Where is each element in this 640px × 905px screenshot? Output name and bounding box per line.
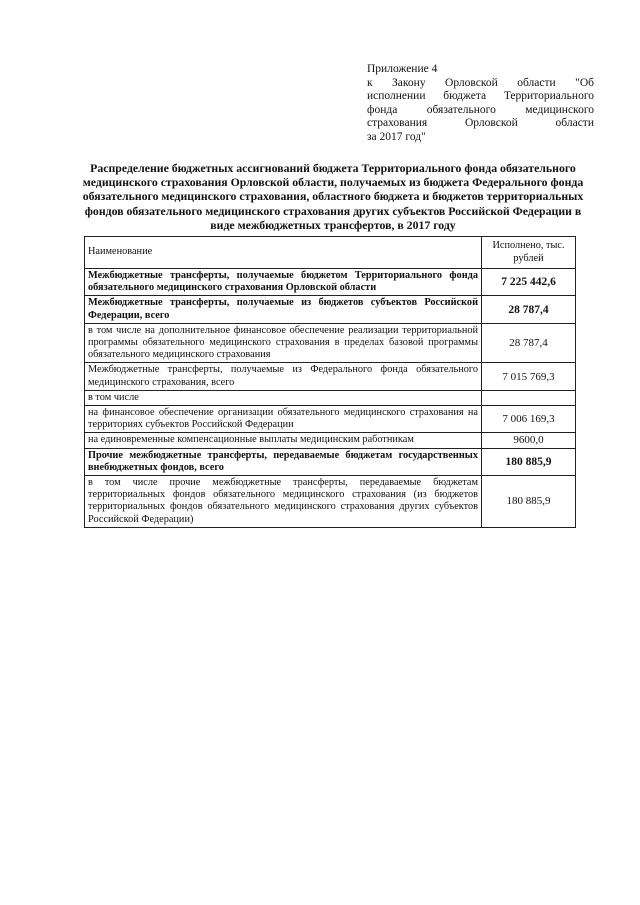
annex-line: к Закону Орловской области "Об bbox=[367, 76, 594, 89]
annex-line: страхования Орловской области bbox=[367, 117, 594, 130]
annex-line: за 2017 год" bbox=[367, 130, 426, 143]
row-value: 180 885,9 bbox=[482, 448, 576, 475]
table-row bbox=[85, 363, 576, 390]
row-name: в том числе bbox=[85, 390, 482, 405]
transfers-table bbox=[84, 236, 576, 528]
annex-line: исполнении бюджета Территориального bbox=[367, 90, 594, 103]
row-name: на финансовое обеспечение организации обязательного медицинского страхования на территориях субъектов Российской Федерации bbox=[85, 406, 482, 433]
row-value bbox=[482, 390, 576, 405]
row-value: 180 885,9 bbox=[482, 476, 576, 528]
row-value: 7 015 769,3 bbox=[482, 363, 576, 390]
table-row bbox=[85, 323, 576, 363]
table-header-row bbox=[85, 237, 576, 269]
header-name: Наименование bbox=[85, 237, 482, 269]
table-row bbox=[85, 269, 576, 296]
table-row bbox=[85, 406, 576, 433]
row-value: 28 787,4 bbox=[482, 323, 576, 363]
header-executed: Исполнено, тыс. рублей bbox=[482, 237, 576, 269]
row-value: 7 006 169,3 bbox=[482, 406, 576, 433]
row-name: Прочие межбюджетные трансферты, передаваемые бюджетам государственных внебюджетных фондов, всего bbox=[85, 448, 482, 475]
table-row bbox=[85, 476, 576, 528]
row-name: Межбюджетные трансферты, получаемые из бюджетов субъектов Российской Федерации, всего bbox=[85, 296, 482, 323]
annex-line: фонда обязательного медицинского bbox=[367, 103, 594, 116]
row-name: Межбюджетные трансферты, получаемые из Федерального фонда обязательного медицинского страхования, всего bbox=[85, 363, 482, 390]
row-name: в том числе на дополнительное финансовое обеспечение реализации территориальной программы обязательного медицинского страхования в пределах базовой программы обязательного медицинского страхования bbox=[85, 323, 482, 363]
row-value: 9600,0 bbox=[482, 433, 576, 448]
row-name: на единовременные компенсационные выплаты медицинским работникам bbox=[85, 433, 482, 448]
document-title: Распределение бюджетных ассигнований бюджета Территориального фонда обязательного медицинского страхования Орловской области, получаемых из бюджета Федерального фонда обязательного медицинского страхования, областного бюджета и бюджетов территориальных фондов обязательного медицинского страхования других субъектов Российской Федерации в виде межбюджетных трансфертов, в 2017 году bbox=[82, 161, 584, 232]
row-name: в том числе прочие межбюджетные трансферты, передаваемые бюджетам территориальных фондов обязательного медицинского страхования (из бюджетов территориальных фондов обязательного медицинского страхования других субъектов Российской Федерации) bbox=[85, 476, 482, 528]
annex-line: Приложение 4 bbox=[367, 63, 438, 75]
row-value: 7 225 442,6 bbox=[482, 269, 576, 296]
table-row bbox=[85, 448, 576, 475]
row-name: Межбюджетные трансферты, получаемые бюджетом Территориального фонда обязательного медицинского страхования Орловской области bbox=[85, 269, 482, 296]
annex-reference bbox=[367, 63, 594, 145]
row-value: 28 787,4 bbox=[482, 296, 576, 323]
table-row bbox=[85, 390, 576, 405]
table-row bbox=[85, 433, 576, 448]
table-row bbox=[85, 296, 576, 323]
